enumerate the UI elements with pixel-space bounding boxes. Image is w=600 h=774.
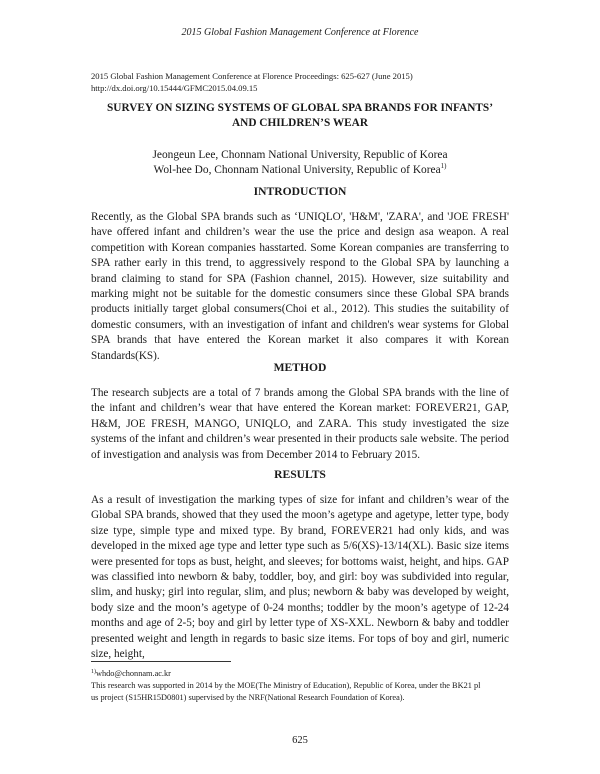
proceedings-line: 2015 Global Fashion Management Conference at Florence Proceedings: 625-627 (June 2015) bbox=[91, 71, 413, 81]
author-2-text: Wol-hee Do, Chonnam National University, Republic of Korea bbox=[153, 164, 441, 176]
author-2 bbox=[80, 163, 520, 178]
introduction-paragraph: Recently, as the Global SPA brands such as ‘UNIQLO', 'H&M', 'ZARA', and 'JOE FRESH' have offered infant and children’s wear the use the price and design asa weapon. A real competition with Korean companies hasstarted. Some Korean companies are transferring to SPA rather early in this trend, to aggressively respond to the Global SPA by launching a brand claiming to stand for SPA (Fashion channel, 2015). However, size suitability and marking might not be suitable for the domestic consumers since these Global SPA brands products initially target global consumers(Choi et al., 2012). This studies the suitability of domestic consumers, with an investigation of infant and children's wear systems for Global SPA brands that have entered the Korean market it also compares it with Korean Standards(KS). bbox=[91, 211, 509, 362]
proceedings-citation bbox=[91, 70, 413, 94]
method-heading: METHOD bbox=[273, 361, 327, 374]
title-line-2: AND CHILDREN’S WEAR bbox=[232, 116, 368, 129]
author-1: Jeongeun Lee, Chonnam National University, Republic of Korea bbox=[152, 149, 448, 161]
footnote-email[interactable]: whdo@chonnam.ac.kr bbox=[96, 669, 171, 678]
footnote-divider bbox=[91, 661, 231, 662]
author-block bbox=[80, 148, 520, 178]
footnote-mark: 1) bbox=[440, 162, 447, 170]
page-number: 625 bbox=[292, 735, 308, 746]
method-paragraph: The research subjects are a total of 7 brands among the Global SPA brands with the line of the infant and children’s wear that have entered the Korean market: FOREVER21, GAP, H&M, JOE FRESH, MANGO, UNIQLO, and ZARA. This study investigated the size systems of the infant and children’s wear presented in their products sale website. The period of investigation and analysis was from December 2014 to February 2015. bbox=[91, 387, 509, 461]
footnote-number: 1) bbox=[91, 669, 96, 675]
running-head: 2015 Global Fashion Management Conference at Florence bbox=[181, 27, 419, 38]
title-line-1: SURVEY ON SIZING SYSTEMS OF GLOBAL SPA BRANDS FOR INFANTS’ bbox=[107, 102, 493, 114]
footnote-email-line bbox=[91, 668, 511, 680]
paper-title bbox=[80, 101, 520, 130]
funding-note-line-2: us project (S15HR15D0801) supervised by the NRF(National Research Foundation of Korea). bbox=[91, 693, 405, 702]
results-heading: RESULTS bbox=[274, 468, 326, 481]
footnotes bbox=[91, 668, 511, 704]
introduction-heading: INTRODUCTION bbox=[253, 185, 347, 198]
doi-link[interactable]: http://dx.doi.org/10.15444/GFMC2015.04.09.15 bbox=[91, 83, 258, 93]
results-paragraph: As a result of investigation the marking types of size for infant and children’s wear of the Global SPA brands, showed that they used the moon’s agetype and agetype, letter type, body size type, simple type and mixed type. By brand, FOREVER21 had only kids, and was developed in the mixed age type and letter type such as 5/6(XS)-13/14(XL). Basic size items were presented for tops as bust, height, and sleeves; for bottoms waist, height, and hips. GAP was classified into newborn & baby, toddler, boy, and girl: boy was subdivided into regular, slim, and husky; girl into regular, slim, and plus; newborn & baby was developed by weight, body size and the moon’s agetype of 0-24 months; toddler by the moon’s agetype of 12-24 months and age of 2-5; boy and girl by letter type of XS-XXL. Newborn & baby and toddler presented weight and length in regards to basic size items. For tops of boy and girl, numeric size, height, bbox=[91, 494, 509, 661]
funding-note-line-1: This research was supported in 2014 by the MOE(The Ministry of Education), Republic of Korea, under the BK21 pl bbox=[91, 681, 481, 690]
